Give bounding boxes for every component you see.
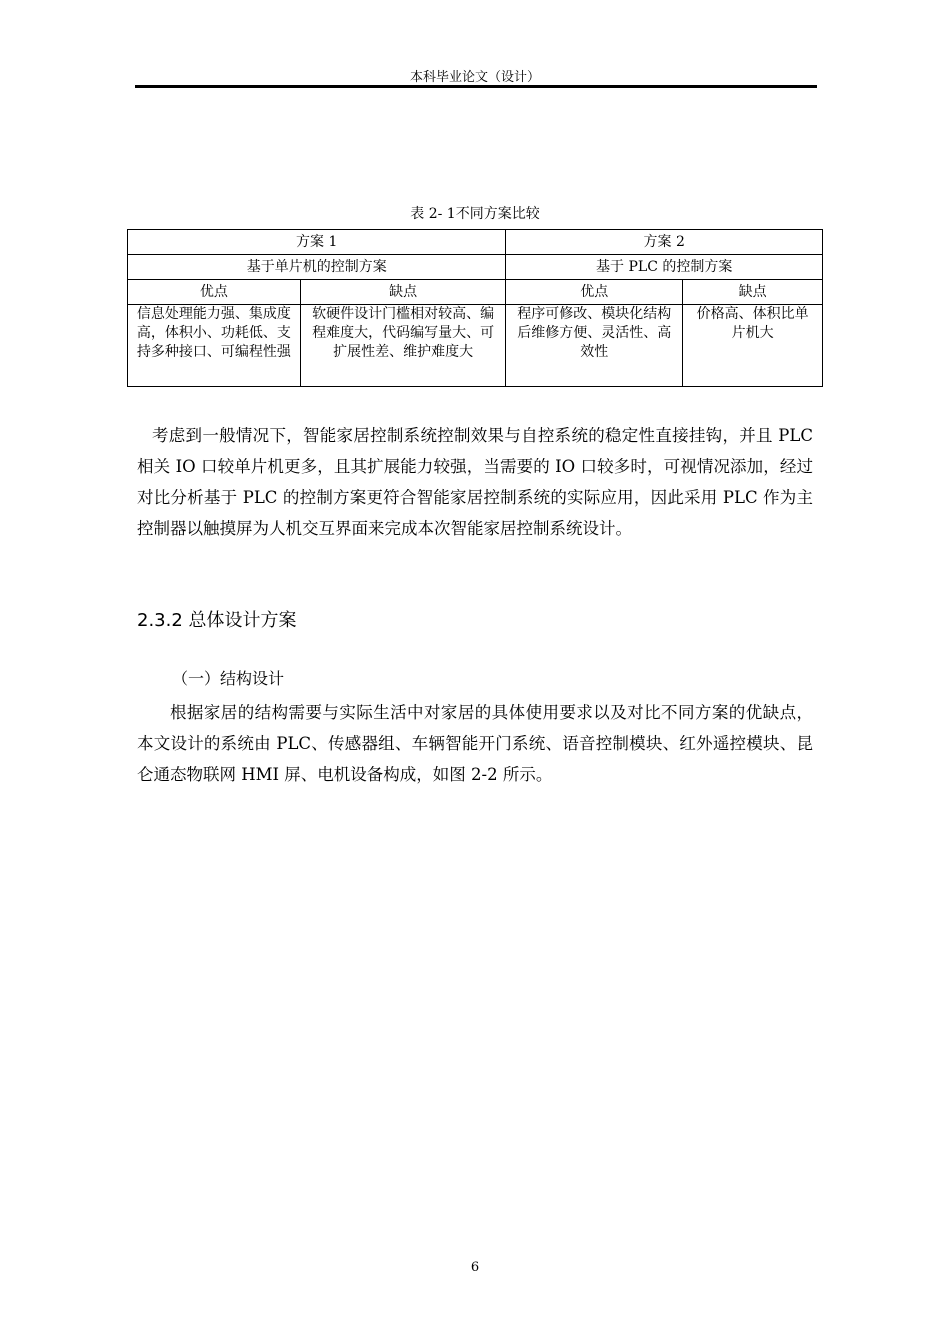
scheme2-title: 方案 2 [506,230,823,255]
scheme1-pros-header: 优点 [128,280,301,305]
comparison-table [127,229,823,387]
scheme1-name: 基于单片机的控制方案 [128,255,506,280]
scheme2-pros: 程序可修改、模块化结构后维修方便、灵活性、高效性 [506,305,683,387]
body-paragraph-2: 根据家居的结构需要与实际生活中对家居的具体使用要求以及对比不同方案的优缺点，本文设计的系统由 PLC、传感器组、车辆智能开门系统、语音控制模块、红外遥控模块、昆仑通态物联网 HMI 屏、电机设备构成，如图 2-2 所示。 [137,703,813,784]
subsection-heading: （一）结构设计 [172,669,285,688]
scheme2-cons-header: 缺点 [683,280,823,305]
header-rule [135,85,817,88]
scheme1-pros: 信息处理能力强、集成度高，体积小、功耗低、支持多种接口、可编程性强 [128,305,301,387]
table-caption: 表 2- 1不同方案比较 [410,206,540,222]
scheme1-cons: 软硬件设计门槛相对较高、编程难度大，代码编写量大、可扩展性差、维护难度大 [300,305,506,387]
scheme2-name: 基于 PLC 的控制方案 [506,255,823,280]
running-header: 本科毕业论文（设计） [409,70,540,85]
scheme2-pros-header: 优点 [506,280,683,305]
scheme2-cons: 价格高、体积比单片机大 [683,305,823,387]
body-paragraph-1: 考虑到一般情况下，智能家居控制系统控制效果与自控系统的稳定性直接挂钩，并且 PLC 相关 IO 口较单片机更多，且其扩展能力较强，当需要的 IO 口较多时，可视情况添加，经过对比分析基于 PLC 的控制方案更符合智能家居控制系统的实际应用，因此采用 PLC 作为主控制器以触摸屏为人机交互界面来完成本次智能家居控制系统设计。 [137,426,813,538]
page-number: 6 [470,1260,480,1275]
section-heading: 2.3.2 总体设计方案 [137,610,297,631]
scheme1-title: 方案 1 [128,230,506,255]
scheme1-cons-header: 缺点 [300,280,506,305]
